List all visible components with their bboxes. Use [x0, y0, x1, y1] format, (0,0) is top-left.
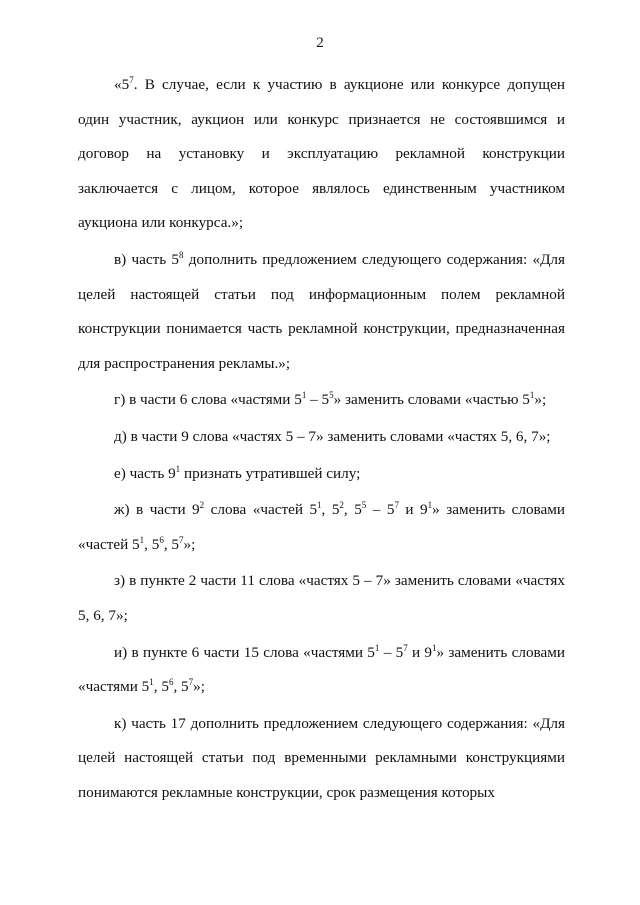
superscript: 8: [179, 249, 184, 260]
paragraph-p5: [78, 457, 565, 492]
paragraph-p2: [78, 243, 565, 381]
superscript: 1: [529, 390, 535, 401]
superscript: 2: [199, 500, 205, 511]
text-run: » заменить словами «частью 5: [333, 391, 530, 409]
paragraph-p7: [78, 564, 565, 633]
document-body: [78, 68, 565, 812]
text-run: к) часть 17 дополнить предложением следующего содержания: «Для целей настоящей статьи под временными рекламными конструкциями понимаются рекламные конструкции, срок размещения которых: [78, 714, 565, 801]
text-run: – 5: [306, 391, 330, 409]
text-run: . В случае, если к участию в аукционе или конкурсе допущен один участник, аукцион или конкурс признается не состоявшимся и договор на установку и эксплуатацию рекламной конструкции заключается с лицом, которое являлось единственным участником аукциона или конкурса.»;: [78, 76, 565, 232]
text-run: и 9: [398, 501, 428, 519]
superscript: 6: [159, 534, 164, 545]
text-run: , 5: [153, 678, 169, 696]
text-run: г) в части 6 слова «частями 5: [114, 391, 302, 409]
superscript: 7: [403, 642, 408, 653]
text-run: «5: [114, 76, 130, 93]
superscript: 1: [175, 463, 181, 474]
superscript: 1: [432, 642, 437, 653]
paragraph-p6: [78, 493, 565, 562]
superscript: 1: [139, 534, 145, 545]
text-run: – 5: [366, 501, 395, 519]
superscript: 1: [149, 677, 154, 688]
text-run: и) в пункте 6 части 15 слова «частями 5: [114, 643, 375, 661]
text-run: слова «частей 5: [204, 501, 318, 519]
text-run: , 5: [321, 501, 340, 519]
text-run: д) в части 9 слова «частях 5 – 7» заменить словами «частях 5, 6, 7»;: [114, 427, 551, 445]
text-run: , 5: [163, 535, 179, 553]
superscript: 2: [339, 500, 344, 511]
superscript: 1: [301, 390, 307, 401]
text-run: признать утратившей силу;: [180, 464, 361, 482]
text-run: » заменить словами «частей 5: [78, 501, 565, 553]
text-run: и 9: [407, 643, 433, 661]
paragraph-p3: [78, 383, 565, 418]
superscript: 1: [374, 642, 380, 653]
text-run: з) в пункте 2 части 11 слова «частях 5 – 7» заменить словами «частях 5, 6, 7»;: [78, 572, 565, 624]
superscript: 1: [317, 500, 322, 511]
text-run: » заменить словами «частями 5: [78, 643, 565, 696]
superscript: 7: [179, 534, 184, 545]
superscript: 6: [168, 677, 174, 688]
text-run: »;: [193, 678, 205, 696]
text-run: »;: [183, 535, 196, 553]
text-run: в) часть 5: [114, 250, 180, 268]
text-run: – 5: [379, 643, 404, 661]
paragraph-p8: [78, 636, 565, 705]
text-run: , 5: [343, 501, 362, 519]
text-run: дополнить предложением следующего содержания: «Для целей настоящей статьи под информационным полем рекламной конструкции понимается часть рекламной конструкции, предназначенная для распространения рекламы.»;: [78, 250, 565, 372]
superscript: 7: [129, 75, 134, 85]
superscript: 1: [427, 500, 433, 511]
paragraph-p1: [78, 68, 565, 241]
paragraph-p9: [78, 707, 565, 811]
text-run: е) часть 9: [114, 464, 176, 482]
superscript: 5: [361, 500, 367, 511]
superscript: 7: [394, 500, 399, 511]
text-run: ж) в части 9: [114, 501, 200, 519]
text-run: »;: [534, 391, 547, 409]
paragraph-p4: [78, 420, 565, 455]
text-run: , 5: [173, 678, 189, 696]
text-run: , 5: [144, 535, 160, 553]
superscript: 5: [329, 390, 334, 401]
page-number: 2: [316, 35, 324, 51]
superscript: 7: [188, 677, 194, 688]
